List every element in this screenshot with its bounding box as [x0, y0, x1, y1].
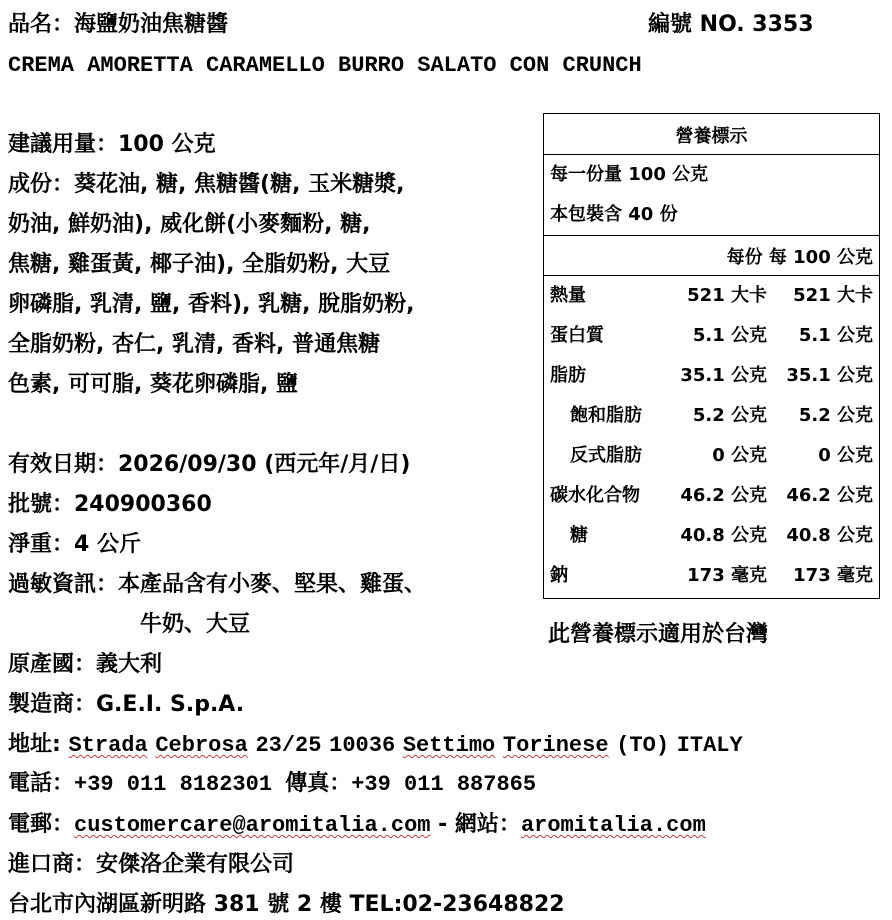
nutrition-row — [544, 396, 879, 436]
ingredients-line: 奶油, 鮮奶油), 威化餅(小麥麵粉, 糖, — [8, 212, 371, 237]
suggested-use: 建議用量：100 公克 — [8, 132, 216, 157]
nutrition-row — [544, 556, 879, 596]
ingredients-line: 成份：葵花油, 糖, 焦糖醬(糖, 玉米糖漿, — [8, 172, 405, 197]
nutrient-name: 飽和脂肪 — [570, 405, 642, 426]
nutrition-row — [544, 316, 879, 356]
nutrient-name: 鈉 — [550, 565, 568, 586]
ingredients-line: 全脂奶粉, 杏仁, 乳清, 香料, 普通焦糖 — [8, 332, 381, 357]
per-100g-value: 40.8 公克 — [786, 525, 873, 546]
italian-product-name: CREMA AMORETTA CARAMELLO BURRO SALATO CON CRUNCH — [8, 53, 642, 78]
nutrition-column-header: 每份 每 100 公克 — [544, 235, 879, 276]
ingredients-line: 卵磷脂, 乳清, 鹽, 香料), 乳糖, 脫脂奶粉, — [8, 292, 415, 317]
ingredients-line: 焦糖, 雞蛋黃, 椰子油), 全脂奶粉, 大豆 — [8, 252, 391, 277]
address — [8, 730, 743, 761]
per-serving-value: 0 公克 — [712, 445, 767, 466]
importer: 進口商：安傑洛企業有限公司 — [8, 852, 295, 877]
address-word: Torinese — [502, 733, 609, 758]
per-serving-value: 46.2 公克 — [680, 485, 767, 506]
nutrition-note: 此營養標示適用於台灣 — [548, 622, 769, 647]
nutrient-name: 蛋白質 — [550, 325, 604, 346]
serving-size: 每一份量 100 公克 — [550, 164, 709, 185]
phone-fax: 電話：+39 011 8182301 傳真：+39 011 887865 — [8, 772, 537, 797]
per-100g-value: 35.1 公克 — [786, 365, 873, 386]
product-name: 品名：海鹽奶油焦糖醬 — [8, 12, 229, 37]
importer-address: 台北市內湖區新明路 381 號 2 樓 TEL:02-23648822 — [8, 892, 565, 917]
batch-number: 批號：240900360 — [8, 492, 212, 517]
ingredients-line: 色素, 可可脂, 葵花卵磷脂, 鹽 — [8, 372, 299, 397]
per-100g-value: 5.2 公克 — [798, 405, 873, 426]
address-word: Settimo — [402, 733, 496, 758]
nutrition-row — [544, 516, 879, 556]
per-100g-value: 0 公克 — [818, 445, 873, 466]
nutrient-name: 脂肪 — [550, 365, 586, 386]
per-100g-value: 521 大卡 — [793, 285, 873, 306]
per-serving-value: 35.1 公克 — [680, 365, 767, 386]
nutrition-row — [544, 436, 879, 476]
nutrition-table — [543, 113, 880, 599]
website-label: - 網站： — [430, 812, 521, 837]
address-word: (TO) — [616, 733, 670, 758]
nutrition-row — [544, 356, 879, 396]
nutrition-row — [544, 276, 879, 316]
website-link[interactable]: aromitalia.com — [520, 813, 706, 838]
nutrition-row — [544, 476, 879, 516]
nutrition-title: 營養標示 — [544, 114, 879, 155]
address-word: Strada — [68, 733, 148, 758]
per-serving-value: 40.8 公克 — [680, 525, 767, 546]
per-serving-value: 521 大卡 — [687, 285, 767, 306]
manufacturer: 製造商：G.E.I. S.p.A. — [8, 692, 245, 717]
address-word: Cebrosa — [155, 733, 248, 758]
address-word: 10036 — [329, 733, 396, 758]
origin-country: 原產國：義大利 — [8, 652, 163, 677]
product-number: 編號 NO. 3353 — [648, 12, 814, 37]
address-word: ITALY — [676, 733, 743, 758]
nutrient-name: 碳水化合物 — [550, 485, 640, 506]
per-serving-value: 5.2 公克 — [692, 405, 767, 426]
per-serving-value: 5.1 公克 — [692, 325, 767, 346]
address-word: 23/25 — [255, 733, 322, 758]
per-serving-value: 173 毫克 — [687, 565, 767, 586]
contact-line — [8, 810, 706, 841]
email-link[interactable]: customercare@aromitalia.com — [74, 813, 431, 838]
per-100g-value: 46.2 公克 — [786, 485, 873, 506]
allergen-info: 過敏資訊：本產品含有小麥、堅果、雞蛋、 — [8, 572, 427, 597]
servings-per-package: 本包裝含 40 份 — [550, 204, 678, 225]
nutrient-name: 反式脂肪 — [570, 445, 642, 466]
expiry-date: 有效日期：2026/09/30 (西元年/月/日) — [8, 452, 411, 477]
per-100g-value: 173 毫克 — [793, 565, 873, 586]
nutrient-name: 糖 — [570, 525, 588, 546]
email-label: 電郵： — [8, 812, 75, 837]
address-label: 地址: — [8, 732, 69, 757]
nutrient-name: 熱量 — [550, 285, 586, 306]
allergen-info-cont: 牛奶、大豆 — [140, 612, 251, 637]
net-weight: 淨重：4 公斤 — [8, 532, 141, 557]
per-100g-value: 5.1 公克 — [798, 325, 873, 346]
